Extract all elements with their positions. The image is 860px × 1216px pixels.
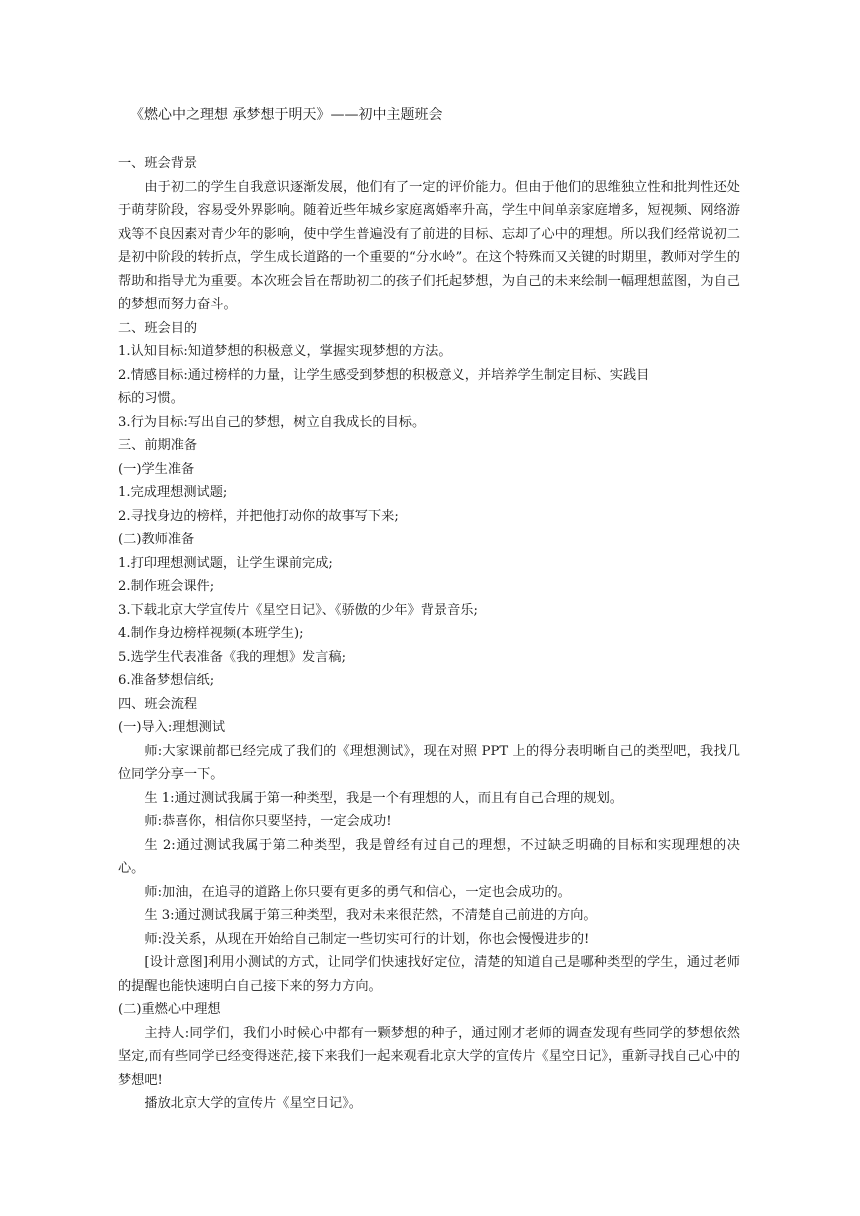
paragraph: 师:没关系，从现在开始给自己制定一些切实可行的计划，你也会慢慢进步的! (144, 931, 590, 947)
text-line: 2.寻找身边的榜样，并把他打动你的故事写下来; (118, 508, 399, 524)
document-page (118, 104, 740, 1116)
paragraph: 师:大家课前都已经完成了我们的《理想测试》，现在对照 PPT 上的得分表明晰自己的类型吧，我找几位同学分享一下。 (118, 743, 740, 782)
text-line: (一)学生准备 (118, 461, 195, 477)
text-line: 二、班会目的 (118, 320, 198, 336)
text-line: 6.准备梦想信纸; (118, 673, 215, 688)
paragraph: 生 2:通过测试我属于第二种类型，我是曾经有过自己的理想，不过缺乏明确的目标和实现理想的决心。 (118, 837, 740, 876)
paragraph: 由于初二的学生自我意识逐渐发展，他们有了一定的评价能力。但由于他们的思维独立性和批判性还处于萌芽阶段，容易受外界影响。随着近些年城乡家庭离婚率升高，学生中间单亲家庭增多，短视频、网络游戏等不良因素对青少年的影响，使中学生普遍没有了前进的目标、忘却了心中的理想。所以我们经常说初二是初中阶段的转折点，学生成长道路的一个重要的“分水岭”。在这个特殊而又关键的时期里，教师对学生的帮助和指导尤为重要。本次班会旨在帮助初二的孩子们托起梦想，为自己的未来绘制一幅理想蓝图，为自己的梦想而努力奋斗。 (118, 179, 740, 312)
text-line: 5.选学生代表准备《我的理想》发言稿; (118, 649, 347, 665)
text-line: 标的习惯。 (118, 391, 184, 406)
paragraph: 生 1:通过测试我属于第一种类型，我是一个有理想的人，而且有自己合理的规划。 (144, 790, 623, 806)
text-line: (二)重燃心中理想 (118, 1002, 221, 1017)
text-line: 2.制作班会课件; (118, 579, 215, 594)
paragraph: 播放北京大学的宣传片《星空日记》。 (144, 1096, 362, 1111)
document-title: 《燃心中之理想 承梦想于明天》——初中主题班会 (130, 107, 443, 123)
text-line: 3.下载北京大学宣传片《星空日记》、《骄傲的少年》背景音乐; (118, 602, 478, 618)
paragraph: 生 3:通过测试我属于第三种类型，我对未来很茫然，不清楚自己前进的方向。 (144, 908, 597, 923)
text-line: 四、班会流程 (118, 696, 198, 712)
paragraph: 师:恭喜你，相信你只要坚持，一定会成功! (144, 814, 392, 829)
text-line: (二)教师准备 (118, 532, 195, 547)
text-line: 2.情感目标:通过榜样的力量，让学生感受到梦想的积极意义，并培养学生制定目标、实践目 (118, 367, 650, 383)
text-line: 三、前期准备 (118, 438, 198, 453)
text-line: 1.认知目标:知道梦想的积极意义，掌握实现梦想的方法。 (118, 344, 452, 359)
document-body (118, 152, 740, 1116)
text-line: 1.完成理想测试题; (118, 485, 228, 500)
text-line: (一)导入:理想测试 (118, 720, 226, 735)
text-line: 1.打印理想测试题，让学生课前完成; (118, 555, 333, 571)
paragraph: [设计意图]利用小测试的方式，让同学们快速找好定位，清楚的知道自己是哪种类型的学生，通过老师的提醒也能快速明白自己接下来的努力方向。 (118, 955, 740, 994)
text-line: 3.行为目标:写出自己的梦想，树立自我成长的目标。 (118, 414, 426, 430)
text-line: 4.制作身边榜样视频(本班学生); (118, 626, 304, 641)
text-line: 一、班会背景 (118, 156, 198, 171)
paragraph: 师:加油，在追寻的道路上你只要有更多的勇气和信心，一定也会成功的。 (144, 884, 571, 900)
paragraph: 主持人:同学们，我们小时候心中都有一颗梦想的种子，通过刚才老师的调查发现有些同学的梦想依然坚定,而有些同学已经变得迷茫,接下来我们一起来观看北京大学的宣传片《星空日记》，重新寻找自己心中的梦想吧! (118, 1025, 740, 1088)
